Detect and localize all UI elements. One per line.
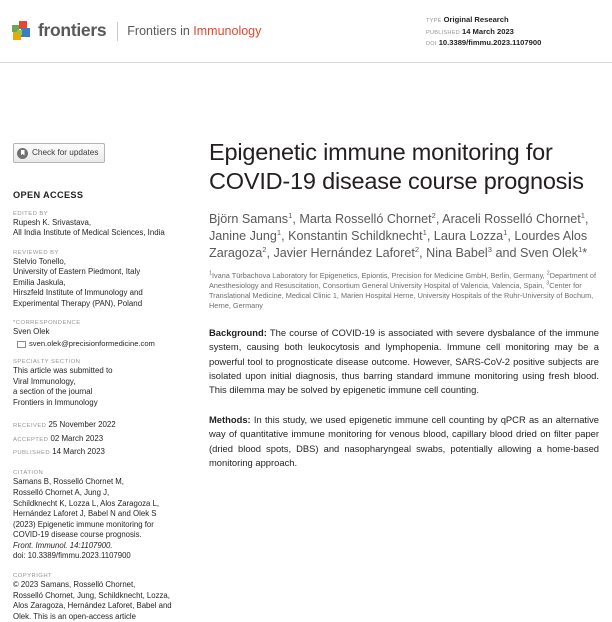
reviewed-by-line: Hirszfeld Institute of Immunology and [13,288,143,297]
abstract-methods-text: In this study, we used epigenetic immune cell counting by qPCR as an alternative way of quantitative immune monitoring for venous blood, capillary blood dried on filter paper (dried blood spots, DBS) and nasopharyngeal swabs, potentially allowing a home-based monitoring approach. [209,414,599,468]
correspondence-block [13,320,189,348]
reviewed-by-line: Stelvio Tonello, [13,256,66,266]
page-title: Epigenetic immune monitoring for COVID-19 disease course prognosis [209,139,584,194]
correspondence-name: Sven Olek [13,327,50,336]
correspondence-email[interactable]: sven.olek@precisionformedicine.com [29,338,155,348]
correspondence-label: *CORRESPONDENCE [13,320,81,326]
frontiers-wordmark: frontiers [38,20,107,41]
abstract-methods [209,413,599,470]
citation-journal-ref: Front. Immunol. 14:1107900. [13,540,113,550]
citation-label: CITATION [13,470,44,477]
copyright-line: Olek. This is an open-access article [13,611,136,621]
publication-metadata [426,15,602,50]
article-sidebar [13,143,189,622]
specialty-line: Viral Immunology, [13,376,76,386]
reviewed-by-line: Experimental Therapy (PAN), Poland [13,298,143,308]
date-received [13,419,189,432]
abstract-background [209,326,599,397]
journal-title [127,25,261,38]
page-header [0,0,612,62]
date-published-value: 14 March 2023 [52,446,105,456]
specialty-line: a section of the journal [13,387,93,397]
citation-line: Samans B, Rosselló Chornet M, [13,477,124,487]
pub-meta-doi-label: DOI [426,41,437,48]
date-received-label: RECEIVED [13,423,47,430]
specialty-line: Frontiers in Immunology [13,397,98,407]
pub-meta-published [426,27,602,39]
specialty-section-label: SPECIALTY SECTION [13,359,81,366]
edited-by-line: Rupesh K. Srivastava, [13,217,92,227]
pub-meta-type-label: TYPE [426,18,442,24]
copyright-block [13,573,189,622]
reviewed-by-label: REVIEWED BY [13,249,59,256]
correspondence-email-row[interactable] [17,339,189,349]
citation-line: Schildknecht K, Lozza L, Alos Zaragoza L, [13,498,160,508]
reviewed-by-line: University of Eastern Piedmont, Italy [13,267,141,276]
date-accepted-value: 02 March 2023 [50,433,104,443]
date-published [13,446,189,459]
edited-by-label: EDITED BY [13,210,49,217]
brand-block[interactable] [12,19,261,43]
journal-title-accent: Immunology [193,23,262,38]
brand-divider [117,22,118,41]
copyright-line: Alos Zaragoza, Hernández Laforet, Babel and [13,601,172,611]
journal-title-prefix: Frontiers in [127,23,194,38]
copyright-label: COPYRIGHT [13,573,53,580]
citation-block [13,470,189,562]
article-main [209,138,599,479]
article-dates-block [13,419,189,459]
frontiers-pinwheel-logo-icon [12,21,32,41]
check-for-updates-label: Check for updates [32,147,99,157]
reviewed-by-block [13,250,189,310]
check-for-updates-button[interactable] [13,143,105,163]
copyright-line: Rosselló Chornet, Jung, Schildknecht, Lozza, [13,590,170,600]
header-divider [0,62,612,63]
date-published-label: PUBLISHED [13,449,50,456]
author-list: Björn Samans$^1$, Marta Rosselló Chornet$^2$, Araceli Rosselló Chornet$^1$, Janine Jung$^1$, Konstantin Schildknecht$^1$, Laura Lozza$^1$, Lourdes Alos Zaragoza$^2$, Javier Hernández Laforet$^2$, Nina Babel$^3$ and Sven Olek$^1$* [209,210,589,260]
citation-line: Hernández Laforet J, Babel N and Olek S [13,509,157,519]
abstract-methods-heading: Methods: [209,414,251,426]
edited-by-block [13,211,189,239]
envelope-icon [17,341,26,348]
citation-line: (2023) Epigenetic immune monitoring for [13,519,154,529]
pub-meta-published-value: 14 March 2023 [461,26,514,36]
crossmark-icon [17,148,28,159]
abstract-background-text: The course of COVID-19 is associated with severe dysbalance of the immune system, causing both leukocytosis and lymphopenia. Immune cell monitoring may be a powerful tool to prognosticate disease outcome. However, SARS-CoV-2 positive subjects are isolated upon initial diagnosis, thus barring standard immune monitoring using fresh blood. This dilemma may be solved by epigenetic immune cell counting. [209,327,599,396]
specialty-line: This article was submitted to [13,366,113,376]
citation-line: COVID-19 disease course prognosis. [13,530,142,540]
pub-meta-type [426,15,602,27]
date-accepted [13,433,189,446]
affiliation-list: $^1$Ivana Türbachova Laboratory for Epigenetics, Epiontis, Precision for Medicine GmbH, Berlin, Germany, $^2$Department of Anesthesiology and Resuscitation, Consortium General University Hospital of Valencia, Valencia, Spain, $^3$Center for Translational Medicine, Medical Clinic 1, Marien Hospital Herne, University Hospitals of the Ruhr-University of Bochum, Herne, Germany [209,270,596,310]
date-received-value: 25 November 2022 [48,420,116,430]
citation-line: Rosselló Chornet A, Jung J, [13,487,110,497]
specialty-section-block [13,359,189,408]
abstract-background-heading: Background: [209,327,267,339]
open-access-heading: OPEN ACCESS [13,189,84,200]
pub-meta-published-label: PUBLISHED [426,29,460,36]
citation-doi[interactable]: doi: 10.3389/fimmu.2023.1107900 [13,551,131,561]
pub-meta-doi[interactable] [426,38,602,50]
copyright-line: © 2023 Samans, Rosselló Chornet, [13,580,136,590]
reviewed-by-line: Emilia Jaskula, [13,277,66,287]
pub-meta-doi-value: 10.3389/fimmu.2023.1107900 [438,38,542,48]
date-accepted-label: ACCEPTED [13,436,49,443]
edited-by-line: All India Institute of Medical Sciences, India [13,228,165,237]
pub-meta-type-value: Original Research [443,15,509,24]
